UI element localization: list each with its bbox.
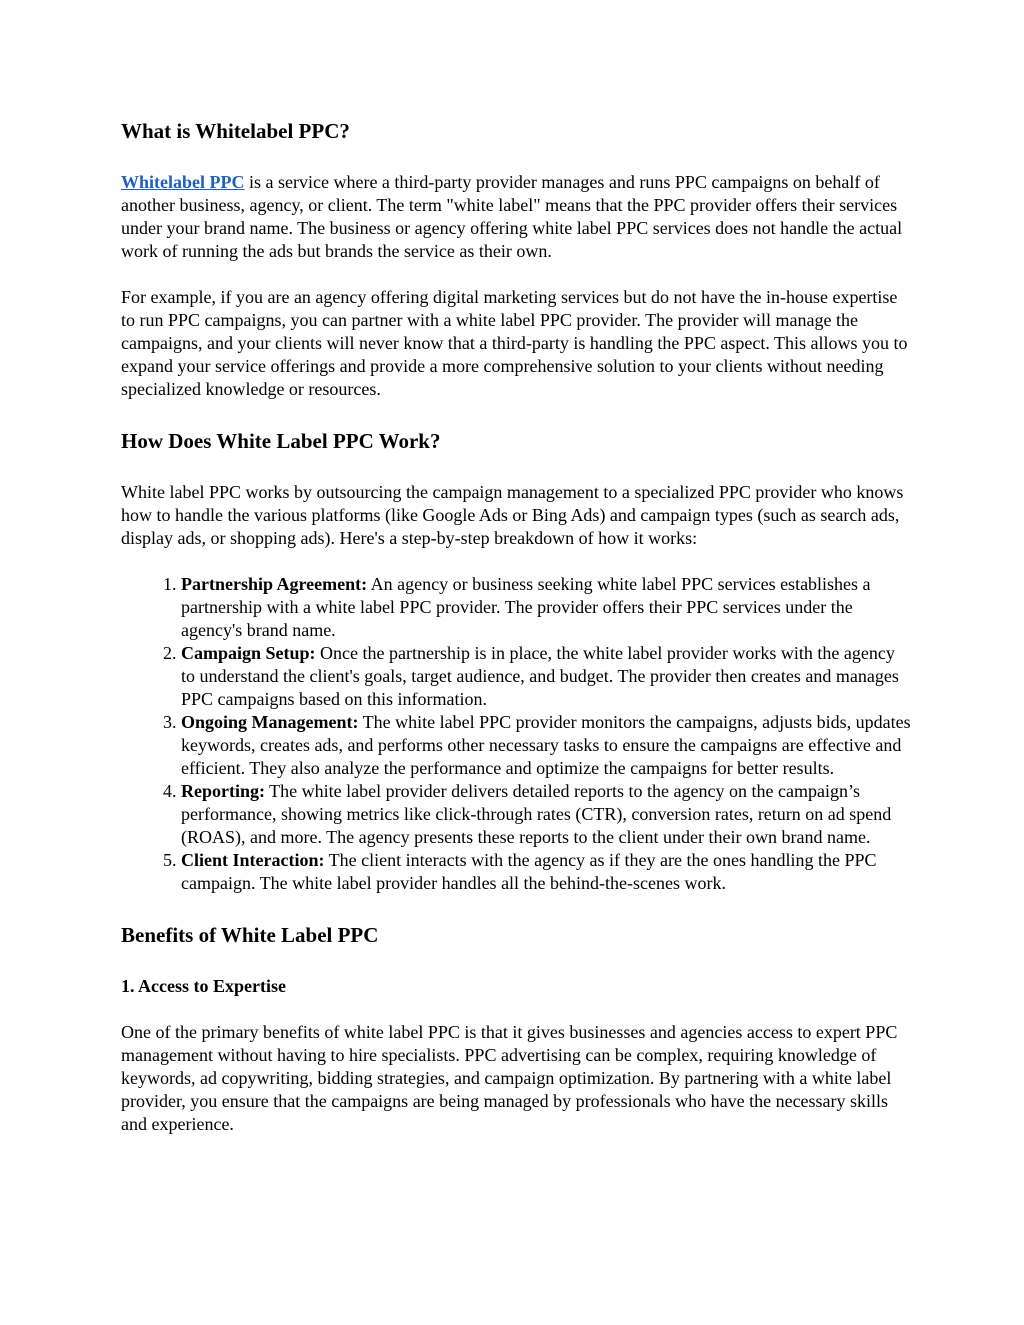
step-title: Client Interaction: bbox=[181, 850, 325, 870]
list-item bbox=[181, 642, 911, 711]
step-text: The white label PPC provider monitors the campaigns, adjusts bids, updates keywords, creates ads, and performs other necessary tasks to ensure the campaigns are effective and efficient. They also analyze the performance and optimize the campaigns for better results. bbox=[181, 712, 911, 778]
step-title: Reporting: bbox=[181, 781, 265, 801]
list-item bbox=[181, 573, 911, 642]
step-title: Campaign Setup: bbox=[181, 643, 316, 663]
heading-how-does-it-work: How Does White Label PPC Work? bbox=[121, 429, 441, 453]
document-page bbox=[121, 117, 911, 1136]
paragraph-how-intro: White label PPC works by outsourcing the campaign management to a specialized PPC provider who knows how to handle the various platforms (like Google Ads or Bing Ads) and campaign types (such as search ads, display ads, or shopping ads). Here's a step-by-step breakdown of how it works: bbox=[121, 482, 904, 548]
list-item bbox=[181, 780, 911, 849]
whitelabel-ppc-link[interactable]: Whitelabel PPC bbox=[121, 172, 245, 192]
heading-what-is-whitelabel-ppc: What is Whitelabel PPC? bbox=[121, 119, 350, 143]
heading-benefits: Benefits of White Label PPC bbox=[121, 923, 379, 947]
step-text: Once the partnership is in place, the white label provider works with the agency to understand the client's goals, target audience, and budget. The provider then creates and manages PPC campaigns based on this information. bbox=[181, 643, 899, 709]
steps-list bbox=[121, 573, 911, 895]
step-title: Ongoing Management: bbox=[181, 712, 359, 732]
paragraph-whitelabel-definition bbox=[121, 171, 911, 263]
list-item bbox=[181, 711, 911, 780]
paragraph-access-to-expertise: One of the primary benefits of white label PPC is that it gives businesses and agencies access to expert PPC management without having to hire specialists. PPC advertising can be complex, requiring knowledge of keywords, ad copywriting, bidding strategies, and campaign optimization. By partnering with a white label provider, you ensure that the campaigns are being managed by professionals who have the necessary skills and experience. bbox=[121, 1022, 898, 1134]
step-text: The client interacts with the agency as if they are the ones handling the PPC campaign. The white label provider handles all the behind-the-scenes work. bbox=[181, 850, 877, 893]
step-text: An agency or business seeking white label PPC services establishes a partnership with a white label PPC provider. The provider offers their PPC services under the agency's brand name. bbox=[181, 574, 871, 640]
paragraph-definition-text: is a service where a third-party provider manages and runs PPC campaigns on behalf of another business, agency, or client. The term "white label" means that the PPC provider offers their services under your brand name. The business or agency offering white label PPC services does not handle the actual work of running the ads but brands the service as their own. bbox=[121, 172, 903, 261]
step-title: Partnership Agreement: bbox=[181, 574, 368, 594]
paragraph-example: For example, if you are an agency offering digital marketing services but do not have the in-house expertise to run PPC campaigns, you can partner with a white label PPC provider. The provider will manage the campaigns, and your clients will never know that a third-party is handling the PPC aspect. This allows you to expand your service offerings and provide a more comprehensive solution to your clients without needing specialized knowledge or resources. bbox=[121, 287, 908, 399]
step-text: The white label provider delivers detailed reports to the agency on the campaign’s performance, showing metrics like click-through rates (CTR), conversion rates, return on ad spend (ROAS), and more. The agency presents these reports to the client under their own brand name. bbox=[181, 781, 892, 847]
list-item bbox=[181, 849, 911, 895]
subheading-access-to-expertise: 1. Access to Expertise bbox=[121, 976, 286, 996]
